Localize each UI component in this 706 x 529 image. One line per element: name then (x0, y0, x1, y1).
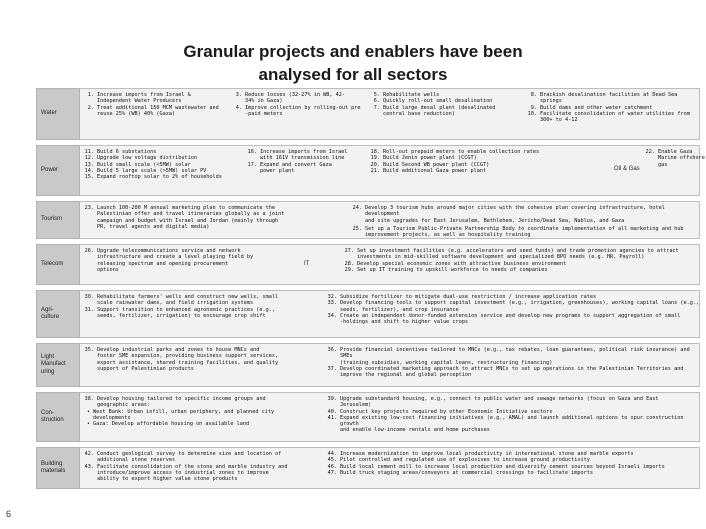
sector-label: Light Manufact uring (36, 343, 80, 387)
sector-row-light-manufacturing (36, 343, 700, 387)
list-item: • Gaza: Develop affordable housing on available land (86, 421, 250, 428)
list-item: 26. Upgrade telecommunications service and network infrastructure and create a level playing field by releasing spectrum and opening procurement options (84, 248, 254, 273)
list-item: 8. Brackish desalination facilities at Dead Sea springs (530, 92, 678, 105)
sector-row-construction (36, 392, 700, 442)
list-item: 37. Develop coordinated marketing approach to attract MNCs to set up operations in the Palestinian Territories and improve the regional and global perception (327, 365, 684, 379)
list-item: 42. Conduct geological survey to determine size and location of additional stone reserves (84, 451, 282, 464)
list-item: • West Bank: Urban infill, urban periphery, and planned city developments (86, 408, 275, 421)
list-item: 44. Increase modernization to improve local productivity in international stone and marble exports (327, 451, 634, 457)
projects-panel (80, 447, 700, 489)
list-item: 2. Treat additional 150 MCM wastewater and reuse 25% (WB) 40% (Gaza) (87, 104, 219, 117)
projects-panel (80, 343, 700, 387)
list-item: 40. Construct key projects required by other Economic Initiative sectors (327, 408, 553, 415)
list-item: 18. Roll-out prepaid meters to enable collection rates (370, 149, 540, 155)
list-item: 24. Develop 3 tourism hubs around major cities with the cohesive plan covering infrastructure, hotel development and site upgrades for East Jerusalem, Bethlehem, Jericho/Dead Sea, Nablus, and Gaza (352, 205, 665, 224)
sector-label: Power (36, 145, 80, 196)
list-item: 33. Develop financing tools to support capital investment (e.g., irrigation, greenhouses), working capital loans (e.g., seeds, fertilizer), and crop insurance (327, 300, 700, 313)
sector-row-tourism (36, 201, 700, 239)
oil-gas-tag: Oil & Gas (614, 166, 640, 172)
page-title: Granular projects and enablers have been analysed for all sectors (183, 42, 523, 84)
list-item: 6. Quickly roll-out small desalination (373, 98, 493, 105)
list-item: 29. Set up IT training to upskill workforce to needs of companies (344, 266, 548, 273)
list-item: 36. Provide financial incentives tailored to MNCs (e.g., tax rebates, loan guarantees, political risk insurance) and SMEs (training subsidies, working capital loans, restructuring financing) (327, 347, 690, 366)
list-item: 3. Reduce losses (32-27% in WB, 42- 34% in Gaza) (235, 92, 345, 105)
sector-row-power (36, 145, 705, 196)
list-item: 39. Upgrade substandard housing, e.g., connect to public water and sewage networks (focus on Gaza and East Jerusalem) (327, 396, 659, 409)
sector-label: Building materials (36, 447, 80, 489)
list-item: 41. Expand existing low-cost financing initiatives (e.g., AMAL) and launch additional options to spur construction growth and enable low-income rentals and home purchases (327, 414, 684, 434)
list-item: 31. Support transition to enhanced agronomic practices (e.g., seeds, fertilizer, irrigation) to encourage crop shift (84, 306, 276, 319)
list-item: 30. Rehabilitate farmers' wells and construct new wells, small scale rainwater dams, and field irrigation systems (84, 294, 279, 307)
list-item: 11. Build 6 substations (84, 149, 157, 155)
list-item: 15. Expand rooftop solar to 2% of households (84, 174, 222, 181)
list-item: 32. Subsidize fertilizer to mitigate dual-use restriction / increase application rates (327, 294, 597, 300)
sector-row-water (36, 88, 700, 140)
projects-panel (80, 392, 700, 442)
list-item: 17. Expand and convert Gaza power plant (247, 161, 332, 174)
projects-panel (80, 145, 705, 196)
list-item: 35. Develop industrial parks and zones to house MNCs and foster SME expansion, providing business support services, export assistance, shared training facilities, and quality support of Palestinian products (84, 347, 279, 372)
list-item: 20. Build Second WB power plant (CCGT) (370, 161, 490, 168)
sector-row-building-materials (36, 447, 700, 489)
list-item: 13. Build small scale (<5MW) solar (84, 161, 191, 168)
list-item: 9. Build dams and other water catchment (530, 104, 653, 111)
list-item: 45. Pilot controlled and regulated use of explosives to increase ground productivity (327, 457, 590, 464)
sector-row-telecom (36, 244, 700, 285)
list-item: 5. Rehabilitate wells (373, 92, 440, 98)
sector-label: Tourism (36, 201, 80, 239)
list-item: 43. Facilitate consolidation of the stone and marble industry and introduce/improve access to industrial zones to improve ability to export higher value stone products (84, 463, 288, 483)
list-item: 1. Increase imports from Israel & Independent Water Producers (87, 92, 191, 105)
list-item: 4. Improve collection by rolling-out pre -paid meters (235, 104, 361, 117)
it-tag: IT (304, 261, 310, 267)
sector-label: Agri- culture (36, 290, 80, 338)
list-item: 47. Build truck staging areas/conveyors at commercial crossings to facilitate imports (327, 469, 593, 476)
list-item: 22. Enable Gaza Marine offshore gas (645, 149, 705, 168)
list-item: 12. Upgrade low voltage distribution (84, 155, 197, 162)
projects-panel (80, 244, 700, 285)
sector-rows (36, 88, 705, 494)
list-item: 34. Create an independent donor-funded extension service and develop new programs to support aggregation of small -holdings and shift to higher value crops (327, 312, 681, 326)
sector-row-agriculture (36, 290, 700, 338)
list-item: 14. Build 5 large scale (>5MW) solar PV (84, 167, 207, 174)
sector-label: Telecom (36, 244, 80, 285)
projects-panel (80, 201, 700, 239)
list-item: 27. Set up investment facilities (e.g. accelerators and seed funds) and trade promotion agencies to attract investments in mid-skilled software development and specialized BPO needs (e.g. HR, Payroll) (344, 248, 679, 261)
projects-panel (80, 88, 700, 140)
list-item: 23. Launch 100-200 M annual marketing plan to communicate the Palestinian offer and travel itineraries globally as a joint campaign and budget with Israel and Jordan (mainly through PR, travel agents and digital media) (84, 205, 285, 230)
list-item: 21. Build additional Gaza power plant (370, 167, 487, 174)
list-item: 46. Build local cement mill to increase local production and diversify cement sources beyond Israeli imports (327, 463, 665, 470)
list-item: 28. Develop special economic zones with attractive business environment (344, 260, 567, 267)
page-number: 6 (6, 509, 12, 519)
sector-label: Water (36, 88, 80, 140)
sector-label: Con- struction (36, 392, 80, 442)
list-item: 10. Facilitate consolidation of water utilities from 300+ to 4-12 (527, 110, 690, 124)
list-item: 19. Build Jenin power plant (CCGT) (370, 155, 477, 162)
list-item: 7. Build large desal plant (desalinated central base reduction) (373, 104, 496, 117)
list-item: 16. Increase imports from Israel with 161V transmission line (247, 149, 348, 162)
list-item: 38. Develop housing tailored to specific income groups and geographic areas: (84, 396, 266, 409)
list-item: 25. Set up a Tourism Public-Private Partnership Body to coordinate implementation of all marketing and hub improvement projects, as well as hospitality training (352, 225, 684, 239)
projects-panel (80, 290, 700, 338)
